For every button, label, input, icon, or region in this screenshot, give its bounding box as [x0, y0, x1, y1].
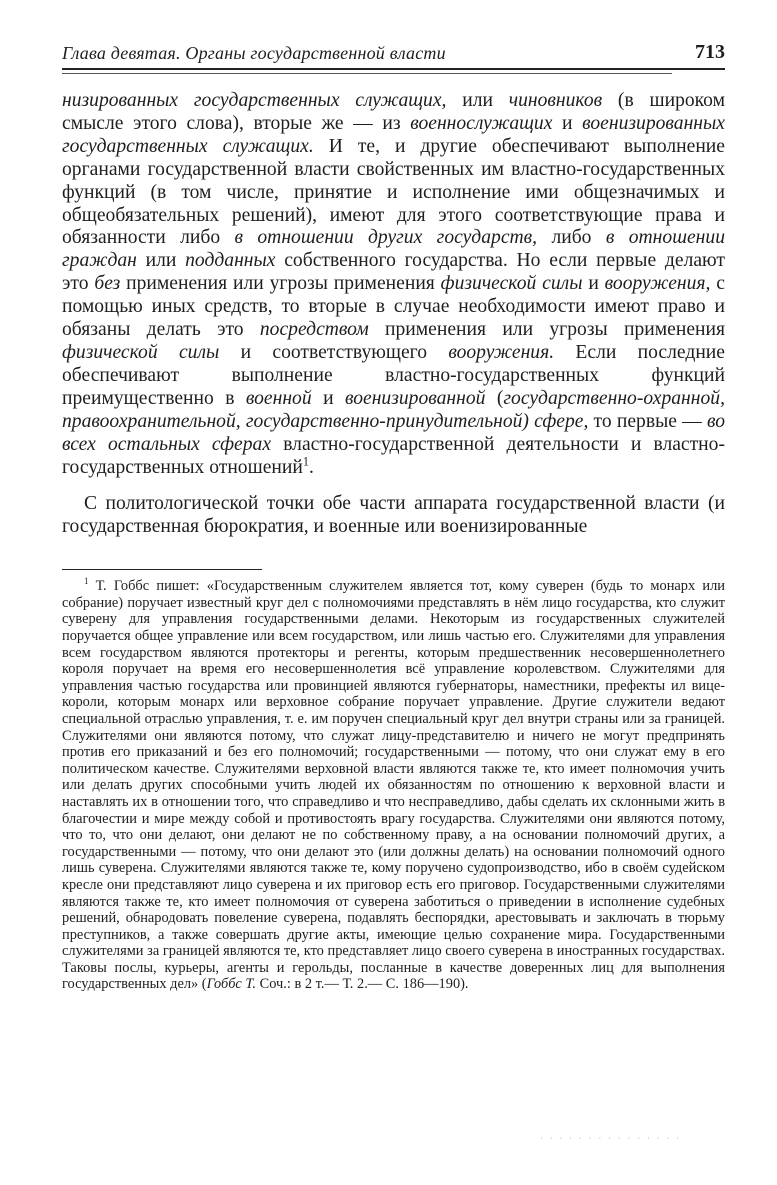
text-span: подданных	[185, 250, 276, 272]
text-span: или	[446, 90, 509, 111]
text-span: вооружения,	[604, 273, 711, 295]
text-span: или	[136, 250, 186, 272]
footnote-source-author: Гоббс Т.	[206, 976, 257, 993]
text-span: применения или угрозы применения	[368, 319, 725, 341]
text-span: физической силы	[62, 341, 220, 363]
text-span: применения или угрозы применения	[120, 273, 441, 295]
text-span: с помощью иных средств, то вторые в случае необходимости имеют право и обязаны делать это	[62, 273, 725, 341]
text-span: (в широком смысле этого слова), вторые же — из	[62, 90, 726, 134]
footnote	[62, 578, 725, 993]
text-span: низированных государственных служащих,	[62, 90, 447, 111]
running-head	[62, 30, 725, 64]
text-span: в отношении других государств,	[234, 227, 538, 249]
running-title: Глава девятая. Органы государственной власти	[62, 43, 446, 63]
text-span: военной	[245, 387, 312, 409]
text-span: и	[311, 387, 345, 409]
text-span: то первые —	[588, 410, 707, 432]
footnote-source: Соч.: в 2 т.— Т. 2.— С. 186—190).	[256, 976, 469, 993]
text-span: военнослужащих	[410, 112, 553, 134]
paragraph: С политологической точки обе части аппарата государственной власти (и государственная бюрократия, и военные или военизированные	[62, 493, 725, 538]
text-span: во всех остальных сферах	[62, 410, 725, 455]
header-rule-thin	[62, 73, 672, 74]
text-span: военизированной	[344, 387, 486, 409]
text-span: государственно-охранной, правоохранительной, государственно-принудительной) сфере,	[62, 387, 725, 432]
paragraph-continued	[62, 90, 725, 479]
text-span: властно-государственной деятельности и властно-государственных отношений	[62, 433, 725, 478]
text-span: вооружения.	[448, 341, 555, 363]
footnote-text: Т. Гоббс пишет: «Государственным служителем является тот, кому суверен (будь то монарх или собрание) поручает известный круг дел с полномочиями представлять в нём лицо государства, кто служит суверену для управления государственными делами. Некоторым из государственных служителей поручается общее управление или всем государством, или лишь частью его. Служителями для управления всем государством являются протекторы и регенты, которым предшественник несовершеннолетнего короля поручает на время его несовершеннолетия всё управление королевством. Служителями для управления частью государства или провинцией являются губернаторы, наместники, префекты ил вице-короли, которым монарх или верховное собрание поручает управление. Другие служители ведают специальной отраслью управления, т. е. им поручен специальный круг дел внутри страны или за границей. Служителями они являются потому, что служат лицу-представителю и ничего не могут предпринять против его приказаний и без его полномочий; государственными — потому, что они служат ему в его политическом качестве. Служителями верховной власти являются также те, кто имеет полномочия учить или делать других способными учить людей их обязанностям по отношению к верховной власти и наставлять их в отношении того, что справедливо и что несправедливо, дабы сделать их склонными жить в благочестии и мире между собой и противостоять врагу государства. Служителями они являются потому, что то, что они делают, они делают не по собственному праву, а на основании полномочий других, а государственными — потому, что они делают это (или должны делать) на основании полномочий одного лишь суверена. Служителями являются также те, кому поручено судопроизводство, ибо в своём судейском кресле они представляют лицо суверена и их приговор есть его приговор. Государственными служителями являются также те, кто имеет полномочия от суверена заботиться о приведении в исполнение судебных решений, обнародовать повеление суверена, подавлять беспорядки, арестовывать и заключать в тюрьму преступников, а также совершать другие акты, имеющие целью сохранение мира. Государственными служителями за границей являются те, кто представляет лицо своего суверена в иностранных государствах. Таковы послы, курьеры, агенты и герольды, посланные в качестве доверенных лиц для выполнения государственных дел» (	[62, 578, 725, 993]
text-span: физической силы	[440, 273, 583, 295]
text-span: (	[485, 387, 504, 409]
footnote-marker: 1	[84, 576, 89, 587]
main-text	[62, 90, 725, 539]
footnote-reference[interactable]: 1	[302, 453, 309, 468]
text-span: .	[308, 456, 314, 478]
header-rule	[62, 68, 725, 70]
text-span: собственного государства. Но если первые делают это	[62, 250, 725, 295]
text-span: без	[94, 273, 121, 295]
text-span: и	[582, 273, 605, 295]
text-span: военизированных государственных служащих.	[62, 112, 725, 157]
page-number: 713	[695, 41, 725, 63]
text-span: и	[552, 112, 583, 134]
text-span: посредством	[259, 319, 369, 341]
text-span: либо	[537, 227, 606, 249]
text-span: в отношении граждан	[62, 227, 726, 272]
footnote-rule	[62, 569, 262, 570]
text-span: Если последние обеспечивают выполнение властно-государственных функций преимущественно в	[62, 341, 725, 409]
text-span: и соответствующего	[219, 341, 449, 363]
scan-smudge: · · · · · · · · · · · · · · ·	[540, 1134, 681, 1144]
text-span: чиновников	[508, 90, 603, 111]
text-span: И те, и другие обеспечивают выполнение органами государственной власти свойственных им властно-государственных функций (в том числе, принятие и исполнение ими общезначимых и общеобязательных решений), имеют для этого соответствующие права и обязанности либо	[62, 135, 725, 249]
